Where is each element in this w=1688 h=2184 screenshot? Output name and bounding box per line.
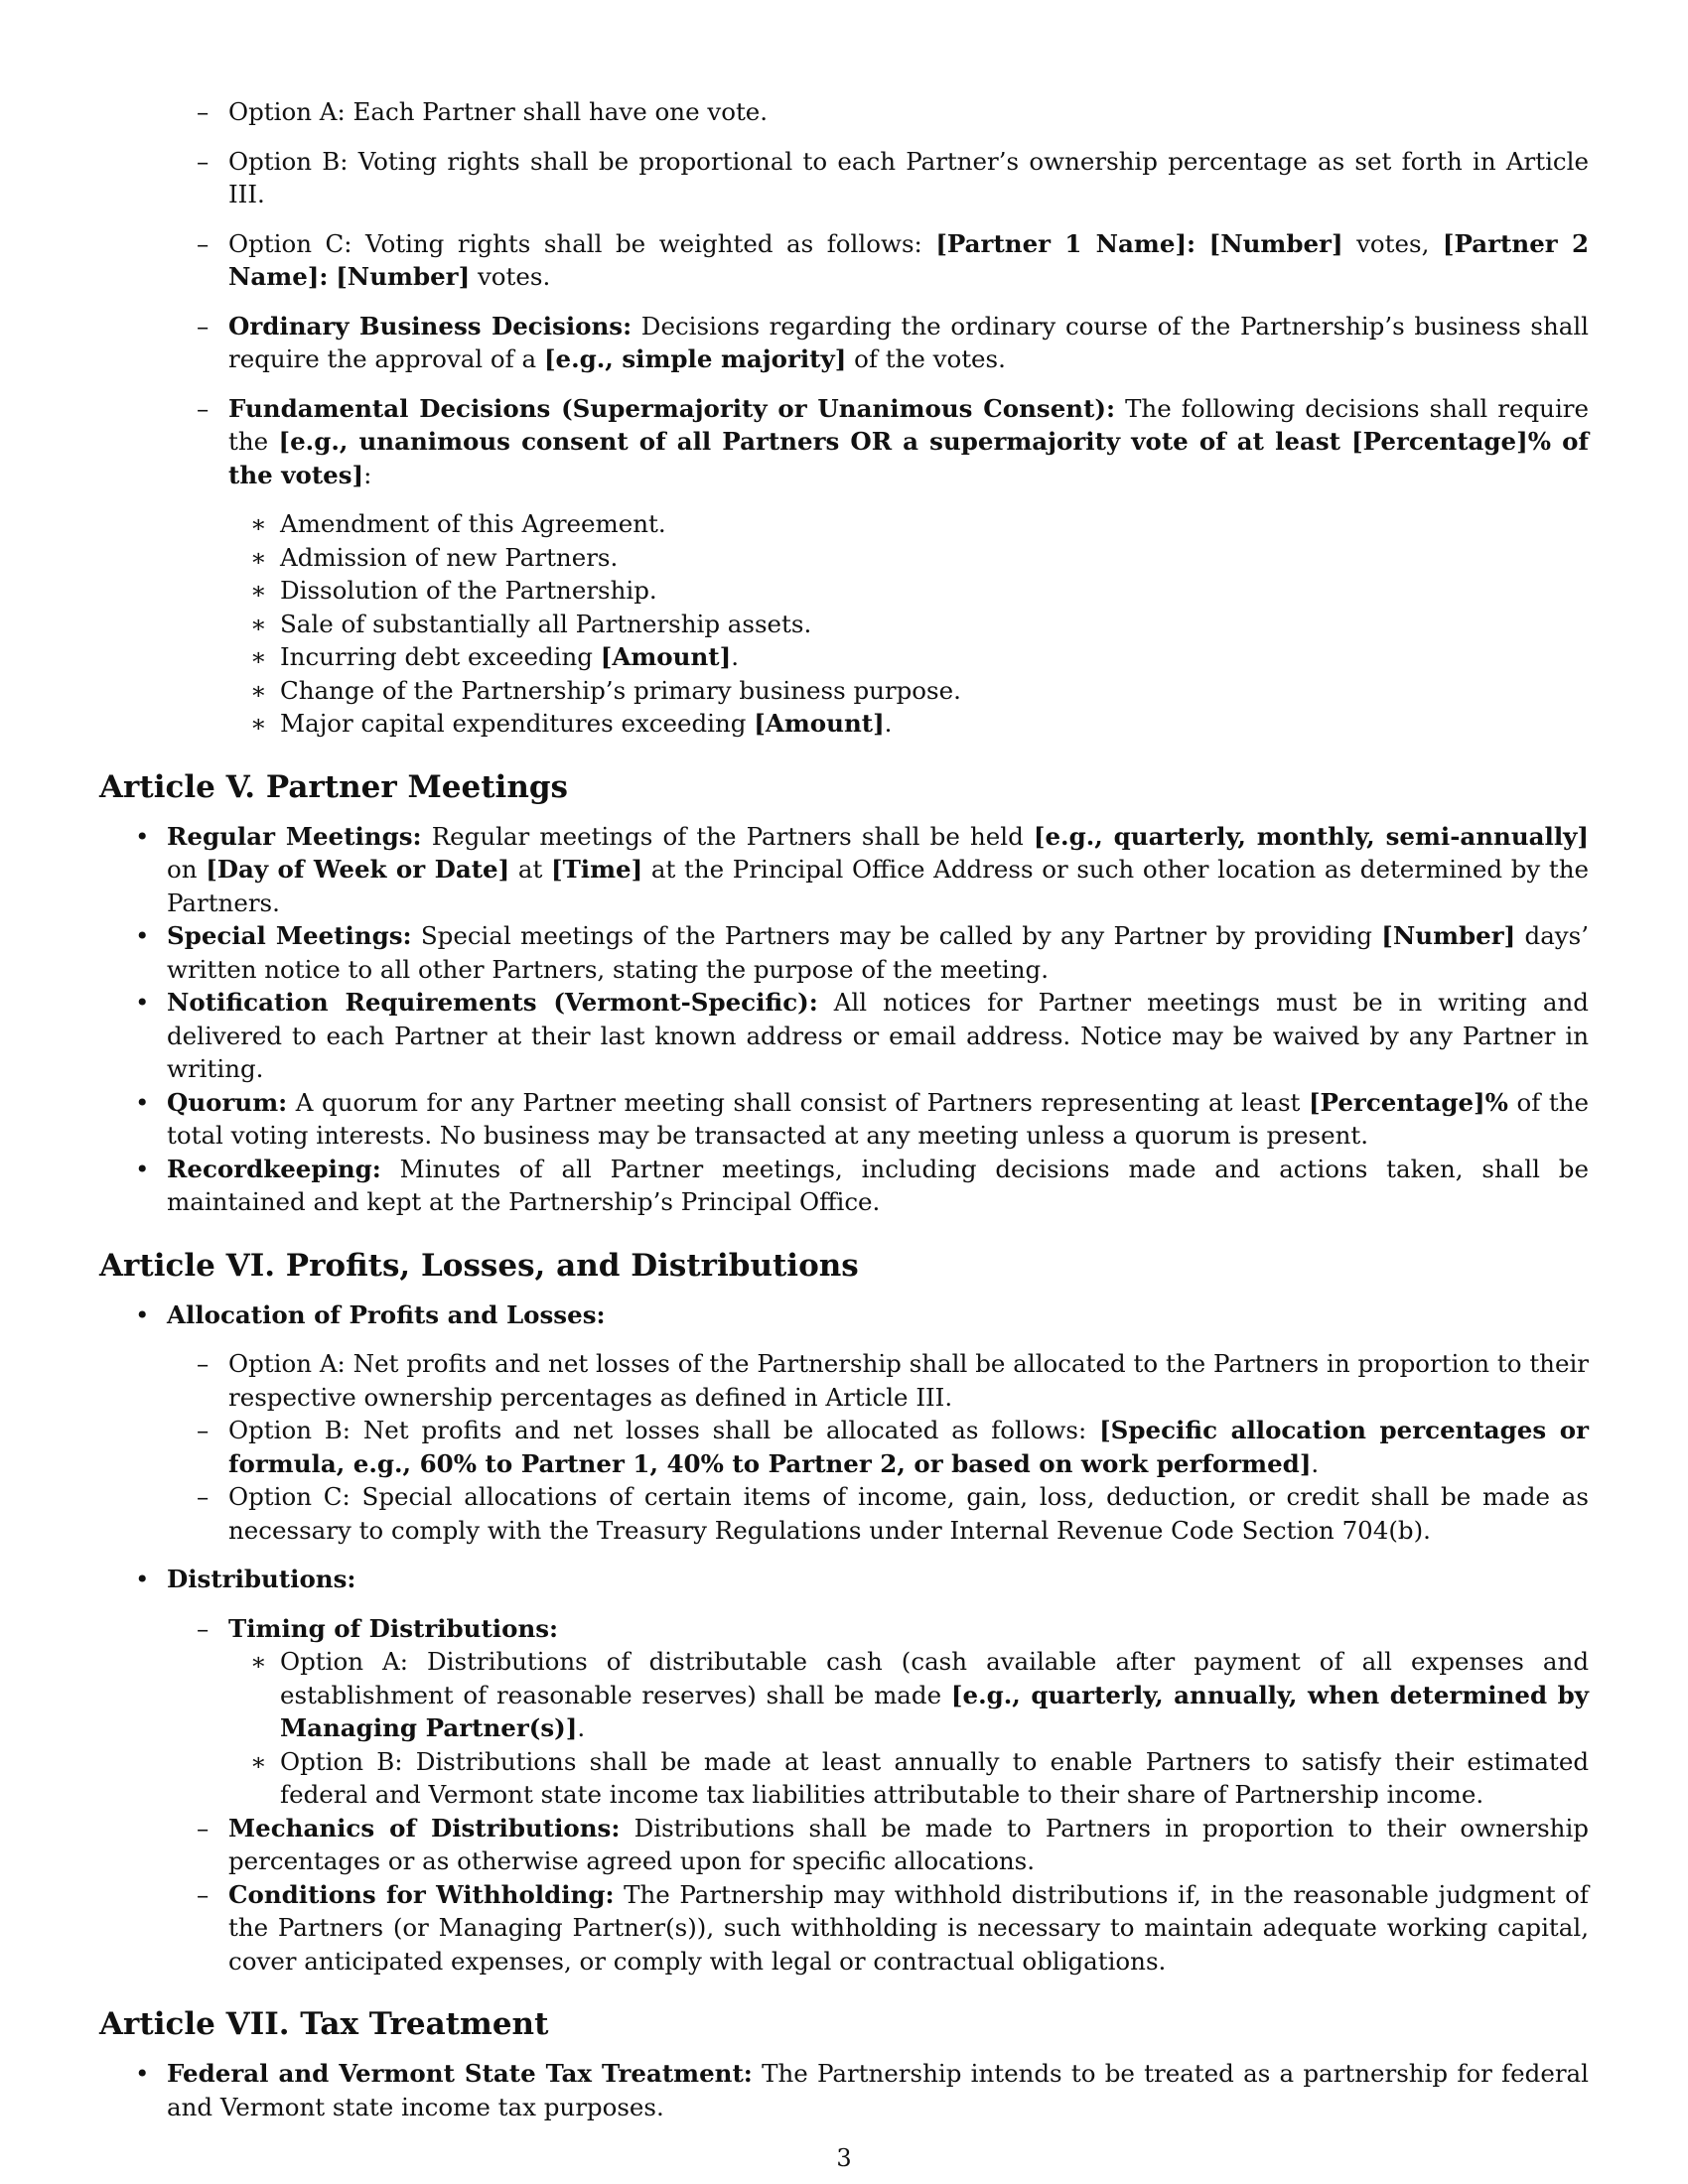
mechanics-of-distributions: – Mechanics of Distributions: Distributions shall be made to Partners in proportion to their ownership percentages or as otherwise agreed upon for specific allocations. — [197, 1813, 1589, 1875]
page-number: 3 — [836, 2144, 852, 2172]
voting-option-a: – Option A: Each Partner shall have one vote. — [197, 97, 769, 126]
list-item: ∗ Incurring debt exceeding [Amount]. — [250, 642, 739, 671]
document-page — [99, 95, 1589, 2123]
timing-of-distributions: – Timing of Distributions: — [197, 1613, 559, 1643]
distribution-details — [99, 1612, 1589, 1979]
timing-option-a: ∗ Option A: Distributions of distributable cash (cash available after payment of all expenses and establishment of reasonable reserves) shall be made [e.g., quarterly, annually, when determined by Managing Partner(s)]. — [250, 1647, 1590, 1742]
list-item: ∗ Amendment of this Agreement. — [250, 509, 666, 538]
allocation-options — [99, 1347, 1589, 1547]
notification-requirements: • Notification Requirements (Vermont-Specific): All notices for Partner meetings must be in writing and delivered to each Partner at their last known address or email address. Notice may be waived by any Partner in writing. — [135, 988, 1589, 1083]
list-item: ∗ Major capital expenditures exceeding [Amount]. — [250, 709, 893, 738]
special-meetings: • Special Meetings: Special meetings of the Partners may be called by any Partner by providing [Number] days’ written notice to all other Partners, stating the purpose of the meeting. — [135, 921, 1590, 984]
voting-option-b: – Option B: Voting rights shall be proportional to each Partner’s ownership percentage as set forth in Article III. — [197, 146, 1589, 208]
allocation-option-c: – Option C: Special allocations of certain items of income, gain, loss, deduction, or credit shall be made as necessary to comply with the Treasury Regulations under Internal Revenue Code Section 704(b). — [197, 1482, 1589, 1545]
allocation-option-a: – Option A: Net profits and net losses of the Partnership shall be allocated to the Partners in proportion to their respective ownership percentages as defined in Article III. — [197, 1349, 1589, 1412]
article-5-heading: Article V. Partner Meetings — [99, 768, 568, 805]
article-6-heading: Article VI. Profits, Losses, and Distributions — [99, 1247, 859, 1284]
tax-treatment: • Federal and Vermont State Tax Treatment: The Partnership intends to be treated as a partnership for federal and Vermont state income tax purposes. — [135, 2059, 1590, 2121]
fundamental-list — [228, 507, 1589, 741]
fundamental-decisions: – Fundamental Decisions (Supermajority or Unanimous Consent): The following decisions shall require the [e.g., unanimous consent of all Partners OR a supermajority vote of at least [Percentage]% of the votes]: ∗ Amendment of this Agreement. ∗ Admission of new Partners. ∗ Dissolution of the Partnership. ∗ Sale of substantially all Partnership assets. ∗ Incurring debt exceeding [Amount]. ∗ Change of the Partnership’s primary business purpose. ∗ Major capital expenditures exceeding [Amount]. — [99, 392, 1589, 741]
ordinary-decisions: – Ordinary Business Decisions: Decisions regarding the ordinary course of the Partnership’s business shall require the approval of a [e.g., simple majority] of the votes. — [197, 311, 1590, 373]
recordkeeping: • Recordkeeping: Minutes of all Partner meetings, including decisions made and actions taken, shall be maintained and kept at the Partnership’s Principal Office. — [135, 1154, 1589, 1216]
allocation-option-b: – Option B: Net profits and net losses shall be allocated as follows: [Specific allocation percentages or formula, e.g., 60% to Partner 1, 40% to Partner 2, or based on work performed]. — [197, 1416, 1589, 1478]
timing-option-b: ∗ Option B: Distributions shall be made at least annually to enable Partners to satisfy their estimated federal and Vermont state income tax liabilities attributable to their share of Partnership income. — [250, 1746, 1589, 1809]
list-item: ∗ Dissolution of the Partnership. — [250, 576, 657, 605]
allocation-profits-losses: • Allocation of Profits and Losses: — [135, 1299, 606, 1329]
list-item: ∗ Sale of substantially all Partnership assets. — [250, 609, 812, 638]
article-7-heading: Article VII. Tax Treatment — [99, 2006, 549, 2042]
list-item: ∗ Admission of new Partners. — [250, 542, 619, 572]
voting-option-c: – Option C: Voting rights shall be weighted as follows: [Partner 1 Name]: [Number] votes, [Partner 2 Name]: [Number] votes. — [197, 228, 1590, 291]
conditions-for-withholding: – Conditions for Withholding: The Partnership may withhold distributions if, in the reasonable judgment of the Partners (or Managing Partner(s)), such withholding is necessary to maintain adequate working capital, cover anticipated expenses, or comply with legal or contractual obligations. — [197, 1879, 1589, 1976]
distributions: • Distributions: — [135, 1565, 356, 1593]
quorum: • Quorum: A quorum for any Partner meeting shall consist of Partners representing at least [Percentage]% of the total voting interests. No business may be transacted at any meeting unless a quorum is present. — [135, 1087, 1589, 1150]
regular-meetings: • Regular Meetings: Regular meetings of the Partners shall be held [e.g., quarterly, monthly, semi-annually] on [Day of Week or Date] at [Time] at the Principal Office Address or such other location as determined by the Partners. — [135, 821, 1589, 917]
list-item: ∗ Change of the Partnership’s primary business purpose. — [250, 675, 961, 705]
